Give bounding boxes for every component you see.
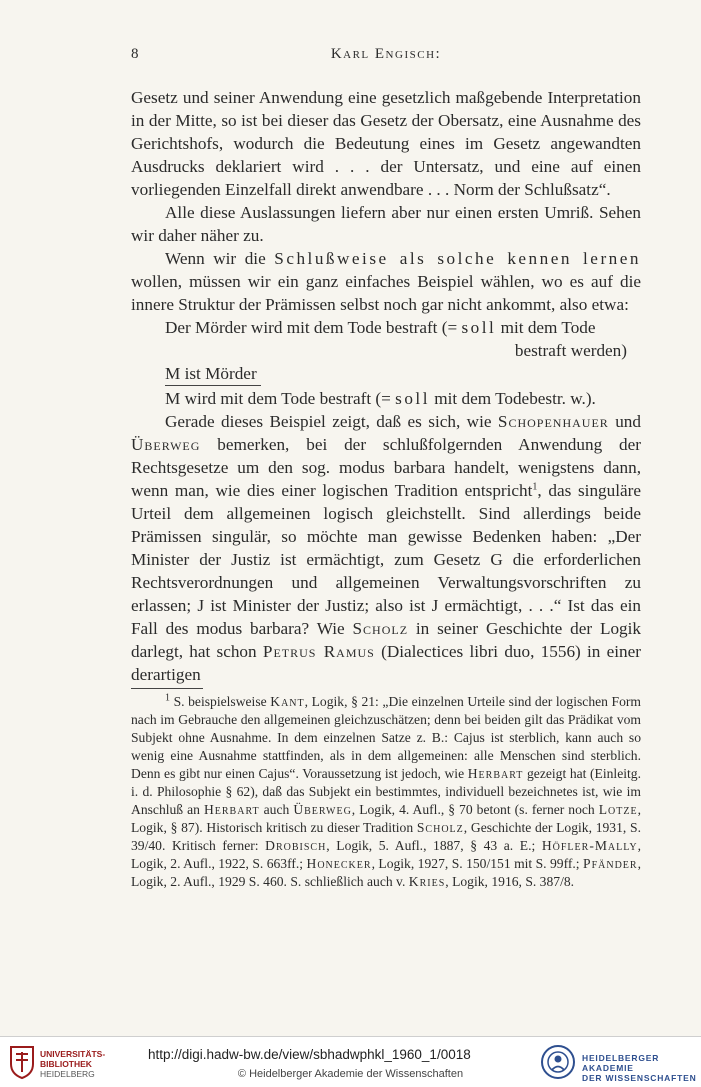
author-name: Herbart (467, 766, 524, 781)
minor-premise: M ist Mörder (165, 363, 261, 386)
syllogism-example (165, 316, 641, 410)
text-run: wollen, müssen wir ein ganz einfaches Beispiel wählen, wo es auf die innere Struktur der Prämissen selbst noch gar nicht ankommt, also etwa: (131, 272, 641, 314)
text-run: bemerken, bei der schlußfolgernden Anwendung der Rechtsgesetze um den sog. modus barbara handelt, wenigstens dann, wenn man, wie dies einer logischen Tradition entspricht (131, 435, 641, 500)
paragraph-1: Gesetz und seiner Anwendung eine gesetzlich maßgebende Interpretation in der Mitte, so ist bei dieser das Gesetz der Obersatz, eine Ausnahme des Gerichtshofs, wodurch die Bedeutung eines im Gesetz angewandten Ausdrucks deklariert wird . . . der Untersatz, und eine auf einen vorliegenden Einzelfall direkt anwendbare . . . Norm der Schlußsatz“. (131, 88, 641, 199)
text-run: , Logik, 1916, S. 387/8. (445, 874, 575, 889)
logo-line: BIBLIOTHEK (40, 1059, 92, 1069)
author-name: Überweg (293, 802, 352, 817)
academy-seal-icon (540, 1044, 576, 1080)
text-run: in seiner Geschichte der Logik darlegt, hat schon (131, 619, 641, 661)
text-run: mit dem Todebestr. w.). (429, 389, 596, 408)
footnote (131, 693, 641, 891)
copyright-notice: © Heidelberger Akademie der Wissenschaften (237, 1068, 464, 1080)
author-name: Schopenhauer (497, 412, 609, 431)
footnote-mark: 1 (165, 692, 170, 704)
author-name: Drobisch (265, 838, 327, 853)
logo-line: DER WISSENSCHAFTEN (582, 1073, 697, 1083)
author-name: Scholz (416, 820, 464, 835)
paragraph-2: Alle diese Auslassungen liefern aber nur einen ersten Umriß. Sehen wir daher näher zu. (131, 203, 641, 245)
text-run: , das singuläre Urteil dem allgemeinen logisch gleichstellt. Sind allerdings beide Prämissen singulär, so möchte man gewisse Bedenken haben: „Der Minister der Justiz ist ermächtigt, zum Gesetz G die erforderlichen Rechtsverordnungen und allgemeinen Verwaltungsvorschriften zu erlassen; J ist Minister der Justiz; also ist J ermächtigt, . . .“ Ist das ein Fall des modus barbara? Wie (131, 481, 641, 638)
text-run: , Logik, 4. Aufl., § 70 betont (s. ferner noch (351, 802, 599, 817)
running-title: Karl Engisch: (330, 46, 442, 62)
conclusion (165, 387, 641, 410)
author-name: Honecker (306, 856, 372, 871)
spaced-emphasis: Schlußweise als solche kennen lernen (274, 249, 641, 268)
author-name: Lotze (598, 802, 638, 817)
minor-premise-row (165, 362, 641, 386)
page-header (131, 46, 641, 68)
paragraph-3 (131, 247, 641, 316)
logo-line: UNIVERSITÄTS- (40, 1049, 106, 1059)
viewer-footer (0, 1036, 701, 1087)
author-name: Petrus Ramus (262, 642, 375, 661)
author-name: Kant (270, 694, 305, 709)
academy-logo[interactable] (540, 1044, 700, 1083)
author-name: Überweg (131, 435, 201, 454)
major-premise (165, 316, 641, 339)
text-run: , Logik, 2. Aufl., 1929 S. 460. S. schließlich auch v. (131, 856, 641, 889)
major-premise-continued: bestraft werden) (514, 341, 627, 360)
author-name: Höfler-Mally (541, 838, 638, 853)
spaced-emphasis: soll (395, 389, 430, 408)
footnote-reference: 1 (532, 481, 538, 493)
text-run: , Geschichte der Logik, 1931, S. 39/40. Kritisch ferner: (131, 820, 641, 853)
permalink-url[interactable]: http://digi.hadw-bw.de/view/sbhadwphkl_1960_1/0018 (148, 1047, 471, 1062)
text-run: mit dem Tode (496, 318, 596, 337)
academy-logo-text (582, 1053, 700, 1083)
logo-line: HEIDELBERG (40, 1069, 95, 1079)
text-run: , Logik, 2. Aufl., 1922, S. 663ff.; (131, 838, 641, 871)
text-run: , Logik, 5. Aufl., 1887, § 43 a. E.; (326, 838, 542, 853)
paragraph-4 (131, 410, 641, 686)
text-run: , Logik, § 21: „Die einzelnen Urteile sind der logischen Form nach im Gebrauche den allgemeinen gleichzuschätzen; denn bei beiden gilt das Prädikat vom Subjekt ohne Ausnahme. In dem einzelnen Satze z. B.: Cajus ist sterblich, kann auch so wenig eine Ausnahme stattfinden, als in dem allgemeinen: alle Menschen sind sterblich. Denn es gibt nur einen Cajus“. Voraussetzung ist jedoch, wie (131, 694, 641, 781)
text-run: auch (259, 802, 294, 817)
author-name: Scholz (352, 619, 409, 638)
author-name: Pfänder (583, 856, 638, 871)
main-text (131, 86, 641, 686)
spaced-emphasis: soll (461, 318, 497, 337)
footnote-1 (131, 693, 641, 891)
text-run: S. beispielsweise (170, 694, 271, 709)
author-name: Kries (408, 874, 446, 889)
text-run: , Logik, § 87). Historisch kritisch zu dieser Tradition (131, 802, 641, 835)
footnote-divider (131, 688, 203, 689)
text-run: gezeigt hat (Einleitg. i. d. Philosophie § 62), daß das Subjekt ein bestimmtes, individuell bezeichnetes ist, wie im Anschluß an (131, 766, 641, 817)
text-run: und (608, 412, 641, 431)
page-number: 8 (131, 46, 140, 62)
text-run: Gerade dieses Beispiel zeigt, daß es sich, wie (165, 412, 498, 431)
text-run: Der Mörder wird mit dem Tode bestraft (= (165, 318, 462, 337)
text-run: M wird mit dem Tode bestraft (= (165, 389, 396, 408)
author-name: Herbart (203, 802, 260, 817)
text-run: Wenn wir die (165, 249, 275, 268)
text-run: (Dialectices libri duo, 1556) in einer derartigen (131, 642, 642, 684)
logo-line: HEIDELBERGER AKADEMIE (582, 1053, 660, 1073)
text-run: , Logik, 1927, S. 150/151 mit S. 99ff.; (371, 856, 584, 871)
